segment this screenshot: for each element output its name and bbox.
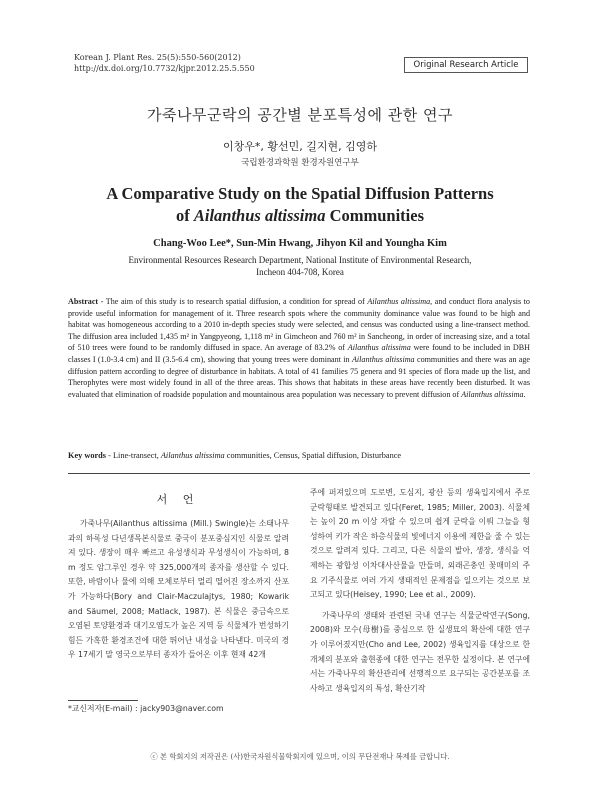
english-title	[0, 183, 600, 227]
section-heading: 서 언	[156, 493, 200, 506]
abstract-text: , and conduct flora analysis to provide useful information for management of it. Three research spots where the community dominance value was found to be high and habitat was homogeneous according to a 2010 in-depth species study were selected, and census was conducted using a line-transect method. The diffusion area included 1,435 m² in Yangpyeong, 1,118 m² in Gimcheon and 760 m² in Sancheong, in order of increasing size, and a total of 510 trees were found to be randomly diffused in space. An average of 83.2% of	[68, 297, 530, 353]
keywords-post: communities, Census, Spatial diffusion, Disturbance	[224, 451, 402, 460]
english-title-line1: A Comparative Study on the Spatial Diffusion Patterns	[106, 184, 494, 203]
abstract-species: Ailanthus altissima	[351, 354, 415, 364]
korean-title: 가죽나무군락의 공간별 분포특성에 관한 연구	[147, 106, 453, 124]
keywords-pre: - Line-transect,	[106, 451, 161, 460]
section-divider	[68, 473, 530, 474]
abstract-text: were found to be included in DBH classes I (1.0-3.4 cm) and II (3.5-6.4 cm), showing that young trees were dominant in	[68, 343, 530, 364]
abstract-text: - The aim of this study is to research spatial diffusion, a condition for spread of	[98, 297, 368, 306]
affiliation-line2: Incheon 404-708, Korea	[256, 267, 344, 277]
body-paragraph: 가죽나무의 생태와 관련된 국내 연구는 식물군락연구(Song, 2008)와 모수(母樹)를 중심으로 한 실생묘의 확산에 대한 연구가 이루어졌지만(Cho and Lee, 2002) 생육입지를 대상으로 한 개체의 분포와 출현종에 대한 연구는 전무한 실정이다. 본 연구에서는 가죽나무의 확산관리에 선행적으로 요구되는 공간분포를 조사하고 생육입지의 특성, 확산기작	[310, 610, 530, 693]
keywords-species: Ailanthus altissima	[160, 451, 225, 460]
english-title-line2	[0, 205, 600, 227]
keywords-label: Key words	[68, 451, 107, 460]
title-end: Communities	[325, 206, 425, 225]
abstract-species: Ailanthus altissima	[367, 297, 431, 306]
article-type-badge: Original Research Article	[404, 57, 528, 73]
body-paragraph: 가죽나무(Ailanthus altissima (Mill.) Swingle)는 소태나무과의 하록성 다년생목본식물로 중국이 분포중심지인 식물로 알려져 있다. 생장이 매우 빠르고 유성생식과 무성생식이 가능하며, 8 m 정도 암그루인 경우 약 325,000개의 종자를 생산할 수 있다. 또한, 바람이나 물에 의해 모체로부터 멀리 떨어진 장소까지 산포가 가능하다(Bory and Clair-Maczulajtys, 1980; Kowarik and Säumel, 2008; Matlack, 1987). 본 식물은 중금속으로 오염된 토양환경과 대기오염도가 높은 지역 등 식물체가 번성하기 힘든 가혹한 환경조건에 대한 뛰어난 내성을 나타낸다. 미국의 경우 17세기 말 영국으로부터 종자가 들어온 이후 현재 42개	[68, 519, 289, 660]
journal-line: Korean J. Plant Res. 25(5):550-560(2012)	[74, 53, 241, 62]
left-column	[68, 517, 289, 663]
body-paragraph: 주에 퍼져있으며 도로변, 도심지, 광산 등의 생육입지에서 주로 군락형태로 발견되고 있다(Feret, 1985; Miller, 2003). 식물체는 높이 20 m 이상 자랄 수 있으며 쉽게 군락을 이뤄 그늘을 형성하여 키가 작은 하층식물의 빛에너지 이용에 제한을 줄 수 있는 것으로 알려져 있다. 그리고, 다른 식물의 발아, 생장, 생식을 억제하는 광합성 이차대사산물을 만들며, 외래곤충인 꽃매미의 주요 기주식물로 여러 가지 생태적인 문제점을 일으키는 것으로 보고되고 있다(Heisey, 1990; Lee et al., 2009).	[310, 488, 530, 600]
abstract-label: Abstract	[68, 297, 99, 306]
title-species: Ailanthus altissima	[193, 206, 326, 225]
english-affiliation	[0, 254, 600, 278]
english-authors: Chang-Woo Lee*, Sun-Min Hwang, Jihyon Kil and Youngha Kim	[153, 238, 447, 249]
abstract-text: .	[523, 389, 526, 399]
korean-affiliation: 국립환경과학원 환경자원연구부	[241, 158, 359, 168]
abstract-text: communities and there was an age diffusion pattern according to degree of disturbance in habitats. A total of 41 families 75 genera and 91 species of flora made up the list, and Therophytes were most widely found in all of the three areas. This shows that habitats in these areas have recently been disturbed. It was evaluated that elimination of roadside population and mountainous area population was necessary to prevent diffusion of	[68, 354, 530, 399]
right-column	[310, 486, 530, 696]
title-of: of	[175, 206, 194, 225]
korean-authors: 이창우*, 황선민, 길지현, 김영하	[223, 140, 377, 153]
copyright-notice: ⓒ 본 학회지의 저작권은 (사)한국자원식물학회지에 있으며, 이의 무단전재나 복제를 금합니다.	[150, 752, 450, 761]
doi-link[interactable]: http://dx.doi.org/10.7732/kjpr.2012.25.5.550	[74, 64, 255, 73]
journal-citation	[74, 52, 255, 74]
abstract	[68, 296, 530, 400]
corresponding-author-note: *교신저자(E-mail) : jacky903@naver.com	[68, 704, 224, 713]
abstract-species: Ailanthus altissima	[461, 389, 524, 399]
affiliation-line1: Environmental Resources Research Department, National Institute of Environmental Research,	[128, 255, 472, 265]
abstract-species: Ailanthus altissima	[347, 343, 411, 353]
footnote-divider	[68, 700, 138, 701]
keywords	[68, 450, 530, 461]
